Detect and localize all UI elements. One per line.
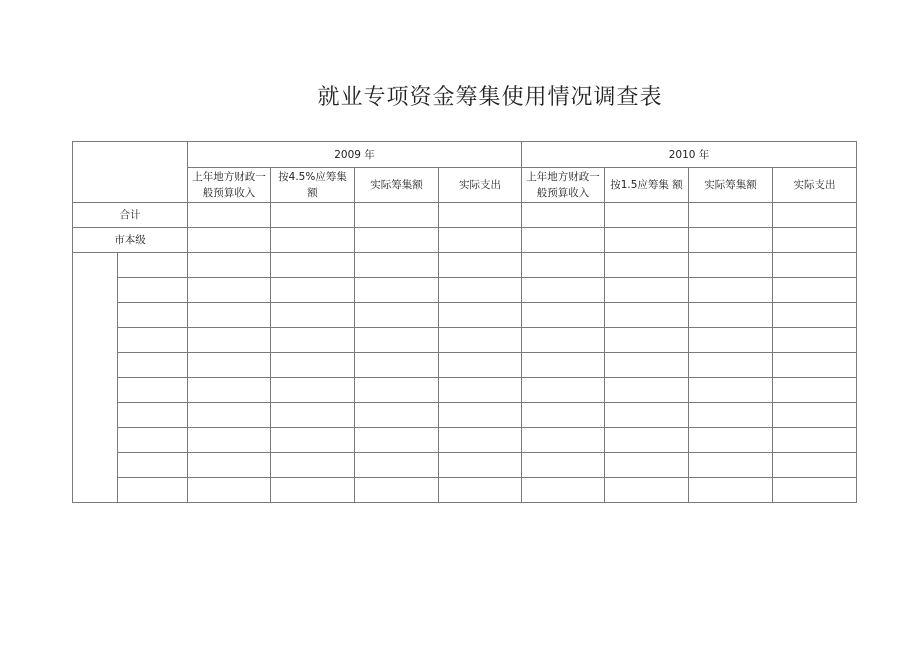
table-cell[interactable] — [188, 228, 271, 253]
sub-unit-name-cell[interactable] — [118, 253, 188, 278]
table-cell[interactable] — [271, 303, 355, 328]
table-cell[interactable] — [355, 203, 439, 228]
header-2010-prev-revenue: 上年地方财政一般预算收入 — [522, 168, 605, 203]
table-row — [73, 328, 857, 353]
table-cell[interactable] — [439, 403, 522, 428]
table-cell[interactable] — [439, 428, 522, 453]
table-cell[interactable] — [605, 203, 689, 228]
table-cell[interactable] — [689, 378, 773, 403]
table-cell[interactable] — [522, 403, 605, 428]
table-cell[interactable] — [355, 328, 439, 353]
table-cell[interactable] — [355, 403, 439, 428]
table-cell[interactable] — [605, 453, 689, 478]
header-2010-actual-spent: 实际支出 — [773, 168, 857, 203]
table-cell[interactable] — [522, 203, 605, 228]
table-cell[interactable] — [439, 453, 522, 478]
table-cell[interactable] — [355, 303, 439, 328]
table-cell[interactable] — [355, 228, 439, 253]
table-cell[interactable] — [605, 478, 689, 503]
header-2009-actual-raised: 实际筹集额 — [355, 168, 439, 203]
table-row — [73, 378, 857, 403]
table-cell[interactable] — [439, 303, 522, 328]
table-cell[interactable] — [773, 428, 857, 453]
table-cell[interactable] — [689, 203, 773, 228]
corner-cell — [73, 142, 188, 203]
table-cell[interactable] — [271, 428, 355, 453]
sub-unit-name-cell[interactable] — [118, 453, 188, 478]
table-cell[interactable] — [188, 403, 271, 428]
table-cell[interactable] — [522, 353, 605, 378]
table-cell[interactable] — [271, 203, 355, 228]
table-cell[interactable] — [439, 353, 522, 378]
table-cell[interactable] — [188, 453, 271, 478]
table-row — [73, 303, 857, 328]
sub-unit-name-cell[interactable] — [118, 328, 188, 353]
city-level-row — [73, 228, 857, 253]
year-header-row — [73, 142, 857, 168]
row-label-city-level: 市本级 — [73, 228, 188, 253]
year-2009-header: 2009 年 — [188, 142, 522, 168]
table-cell[interactable] — [605, 328, 689, 353]
table-cell[interactable] — [605, 353, 689, 378]
table-cell[interactable] — [271, 253, 355, 278]
table-cell[interactable] — [188, 203, 271, 228]
table-cell[interactable] — [773, 378, 857, 403]
table-cell[interactable] — [773, 228, 857, 253]
table-cell[interactable] — [439, 278, 522, 303]
table-cell[interactable] — [271, 278, 355, 303]
table-cell[interactable] — [773, 353, 857, 378]
table-cell[interactable] — [689, 453, 773, 478]
table-cell[interactable] — [689, 403, 773, 428]
table-cell[interactable] — [773, 203, 857, 228]
table-cell[interactable] — [773, 303, 857, 328]
year-2010-header: 2010 年 — [522, 142, 857, 168]
table-cell[interactable] — [188, 353, 271, 378]
table-cell[interactable] — [188, 378, 271, 403]
table-row — [73, 353, 857, 378]
table-cell[interactable] — [188, 278, 271, 303]
table-cell[interactable] — [522, 428, 605, 453]
table-cell[interactable] — [355, 378, 439, 403]
table-row — [73, 478, 857, 503]
table-cell[interactable] — [355, 428, 439, 453]
sub-unit-name-cell[interactable] — [118, 428, 188, 453]
table-cell[interactable] — [439, 253, 522, 278]
row-label-total: 合计 — [73, 203, 188, 228]
table-cell[interactable] — [773, 478, 857, 503]
table-cell[interactable] — [689, 328, 773, 353]
sub-unit-name-cell[interactable] — [118, 478, 188, 503]
table-cell[interactable] — [355, 353, 439, 378]
table-cell[interactable] — [355, 478, 439, 503]
table-cell[interactable] — [689, 303, 773, 328]
table-cell[interactable] — [522, 303, 605, 328]
table-cell[interactable] — [773, 328, 857, 353]
table-cell[interactable] — [271, 403, 355, 428]
group-label-cell — [73, 253, 118, 503]
header-2010-actual-raised: 实际筹集额 — [689, 168, 773, 203]
table-cell[interactable] — [439, 478, 522, 503]
table-row — [73, 253, 857, 278]
table-cell[interactable] — [522, 478, 605, 503]
table-cell[interactable] — [355, 253, 439, 278]
table-cell[interactable] — [605, 278, 689, 303]
table-cell[interactable] — [689, 253, 773, 278]
table-cell[interactable] — [188, 253, 271, 278]
sub-unit-name-cell[interactable] — [118, 278, 188, 303]
table-cell[interactable] — [773, 253, 857, 278]
table-cell[interactable] — [188, 303, 271, 328]
header-2010-required-amount: 按1.5应筹集 额 — [605, 168, 689, 203]
table-cell[interactable] — [605, 378, 689, 403]
table-cell[interactable] — [355, 278, 439, 303]
table-cell[interactable] — [605, 253, 689, 278]
table-cell[interactable] — [773, 278, 857, 303]
table-cell[interactable] — [522, 278, 605, 303]
table-cell[interactable] — [439, 328, 522, 353]
column-header-row — [73, 168, 857, 203]
table-cell[interactable] — [188, 478, 271, 503]
table-cell[interactable] — [605, 303, 689, 328]
table-row — [73, 403, 857, 428]
table-cell[interactable] — [773, 403, 857, 428]
sub-unit-name-cell[interactable] — [118, 303, 188, 328]
table-row — [73, 278, 857, 303]
header-2009-required-amount: 按4.5%应筹集额 — [271, 168, 355, 203]
table-cell[interactable] — [188, 428, 271, 453]
table-cell[interactable] — [188, 328, 271, 353]
table-cell[interactable] — [522, 253, 605, 278]
table-cell[interactable] — [605, 428, 689, 453]
table-cell[interactable] — [439, 228, 522, 253]
table-row — [73, 453, 857, 478]
header-2009-prev-revenue: 上年地方财政一般预算收入 — [188, 168, 271, 203]
table-cell[interactable] — [689, 353, 773, 378]
table-cell[interactable] — [689, 228, 773, 253]
document-title: 就业专项资金筹集使用情况调查表 — [317, 85, 663, 110]
table-cell[interactable] — [271, 378, 355, 403]
table-cell[interactable] — [522, 328, 605, 353]
sub-unit-name-cell[interactable] — [118, 353, 188, 378]
table-cell[interactable] — [522, 453, 605, 478]
table-cell[interactable] — [522, 228, 605, 253]
table-cell[interactable] — [439, 203, 522, 228]
table-cell[interactable] — [605, 403, 689, 428]
sub-unit-name-cell[interactable] — [118, 378, 188, 403]
table-cell[interactable] — [271, 478, 355, 503]
table-cell[interactable] — [689, 278, 773, 303]
table-cell[interactable] — [271, 228, 355, 253]
header-2009-actual-spent: 实际支出 — [439, 168, 522, 203]
table-cell[interactable] — [522, 378, 605, 403]
table-cell[interactable] — [271, 328, 355, 353]
table-cell[interactable] — [355, 453, 439, 478]
table-cell[interactable] — [689, 478, 773, 503]
table-cell[interactable] — [773, 453, 857, 478]
table-cell[interactable] — [689, 428, 773, 453]
table-cell[interactable] — [271, 353, 355, 378]
table-cell[interactable] — [605, 228, 689, 253]
sub-unit-name-cell[interactable] — [118, 403, 188, 428]
table-cell[interactable] — [439, 378, 522, 403]
table-cell[interactable] — [271, 453, 355, 478]
table-row — [73, 428, 857, 453]
total-row — [73, 203, 857, 228]
survey-table — [72, 141, 857, 503]
